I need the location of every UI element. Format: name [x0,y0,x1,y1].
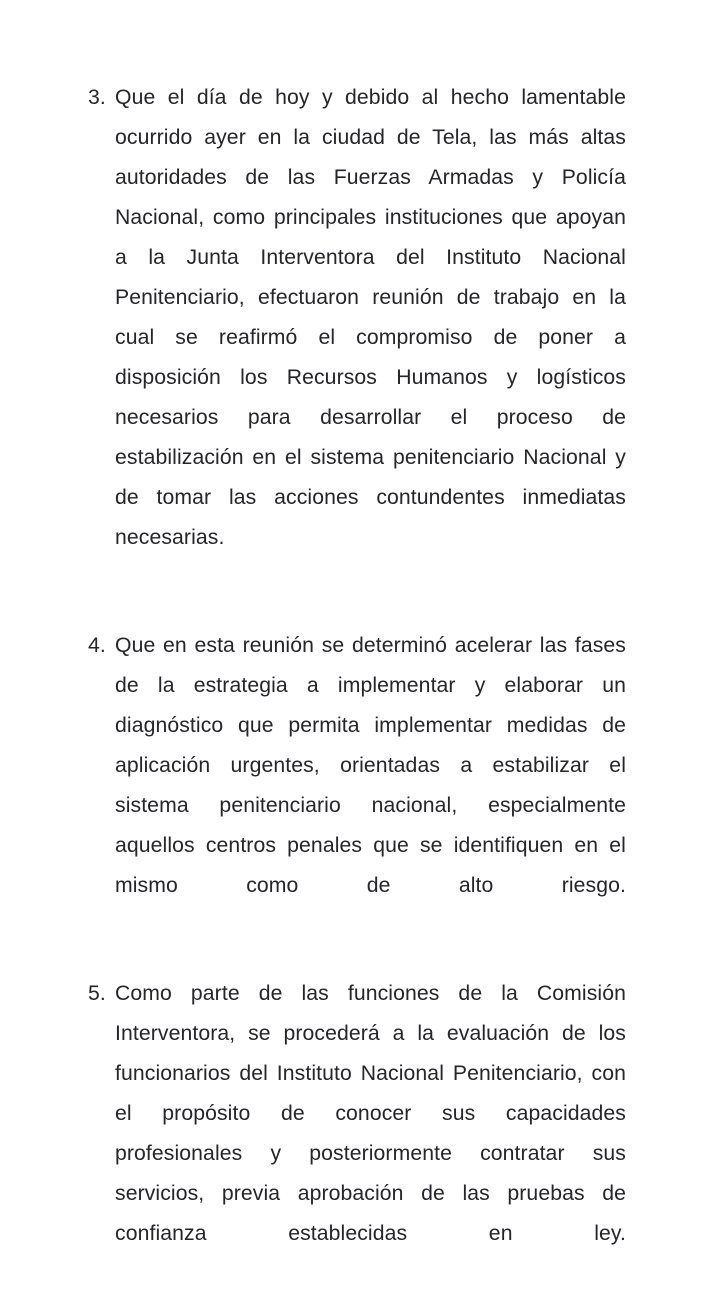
clause-body: Que en esta reunión se determinó acelerar las fases de la estrategia a implementar y elaborar un diagnóstico que permita implementar medidas de aplicación urgentes, orientadas a estabilizar el sistema penitenciario nacional, especialmente aquellos centros penales que se identifiquen en el mismo como de alto riesgo. [115,634,626,897]
clause-list [88,78,626,1294]
clause-number: 5. [88,982,106,1005]
clause-body: Que el día de hoy y debido al hecho lamentable ocurrido ayer en la ciudad de Tela, las más altas autoridades de las Fuerzas Armadas y Policía Nacional, como principales instituciones que apoyan a la Junta Interventora del Instituto Nacional Penitenciario, efectuaron reunión de trabajo en la cual se reafirmó el compromiso de poner a disposición los Recursos Humanos y logísticos necesarios para desarrollar el proceso de estabilización en el sistema penitenciario Nacional y de tomar las acciones contundentes inmediatas necesarias. [115,86,626,549]
list-item [88,974,626,1294]
clause-number: 4. [88,634,106,657]
list-item [88,626,626,946]
clause-number: 3. [88,86,106,109]
list-item [88,78,626,598]
clause-body: Como parte de las funciones de la Comisión Interventora, se procederá a la evaluación de los funcionarios del Instituto Nacional Penitenciario, con el propósito de conocer sus capacidades profesionales y posteriormente contratar sus servicios, previa aprobación de las pruebas de confianza establecidas en ley. [115,982,626,1245]
